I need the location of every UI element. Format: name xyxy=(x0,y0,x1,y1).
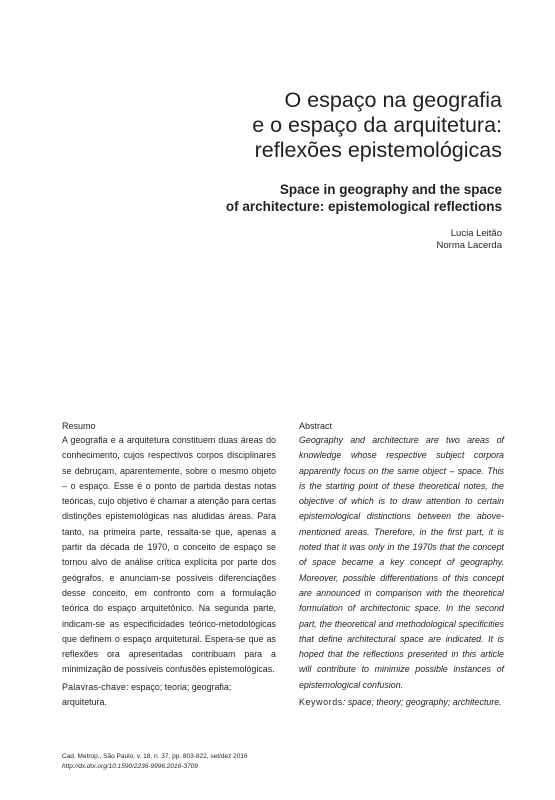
palavras-chave-values: espaço; teoria; geografia; arquitetura. xyxy=(62,681,232,707)
author-name: Norma Lacerda xyxy=(436,240,502,251)
page-footer xyxy=(62,752,248,772)
abstract-body: Geography and architecture are two areas of knowledge whose respective subject corpora apparently focus on the same object – space. This is the starting point of these theoretical notes, the objective of which is to draw attention to certain epistemological distinctions between the above-mentioned areas. Therefore, in the first part, it is noted that it was only in the 1970s that the concept of space became a key concept of geography. Moreover, possible differentiations of this concept are announced in comparison with the theoretical formulation of architectonic space. In the second part, the theoretical and methodological specificities that define architectural space are indicated. It is hoped that the reflections presented in this article will contribute to minimize possible instances of epistemological confusion. xyxy=(299,435,504,690)
title-line: e o espaço da arquitetura: xyxy=(252,113,502,137)
article-title-portuguese xyxy=(252,88,502,163)
subtitle-line: of architecture: epistemological reflections xyxy=(225,199,502,214)
palavras-chave xyxy=(62,680,276,710)
title-line: reflexões epistemológicas xyxy=(254,138,502,162)
author-name: Lucia Leitão xyxy=(450,228,502,239)
author-list xyxy=(437,228,502,252)
article-title-english xyxy=(226,181,502,215)
palavras-chave-label: Palavras-chave: xyxy=(62,681,129,692)
subtitle-line: Space in geography and the space xyxy=(279,182,502,197)
resumo-heading: Resumo xyxy=(62,421,96,431)
title-line: O espaço na geografia xyxy=(284,88,502,112)
abstract-heading: Abstract xyxy=(299,421,333,431)
keywords xyxy=(299,695,504,710)
abstract-section xyxy=(299,420,504,710)
resumo-section xyxy=(62,420,276,710)
keywords-values: : space; theory; geography; architecture. xyxy=(342,697,502,708)
resumo-body: A geografia e a arquitetura constituem duas áreas do conhecimento, cujos respectivos corpos disciplinares se debruçam, aparentemente, sobre o mesmo objeto – o espaço. Esse é o ponto de partida destas notas teóricas, cujo objetivo é chamar a atenção para certas distinções epistemológicas nas aludidas áreas. Para tanto, na primeira parte, ressalta-se que, apenas a partir da década de 1970, o conceito de espaço se tornou alvo de análise crítica explícita por parte dos geógrafos, e anunciam-se possíveis diferenciações desse conceito, em confronto com a formulação teórica do espaço arquitetônico. Na segunda parte, indicam-se as especificidades teórico-metodológicas que definem o espaço arquitetural. Espera-se que as reflexões ora apresentadas contribuam para a minimização de possíveis confusões epistemológicas. xyxy=(62,435,276,675)
doi-link[interactable]: http://dx.doi.org/10.1590/2236-9996.2016-3709 xyxy=(62,763,198,770)
keywords-label: Keywords xyxy=(299,697,343,708)
citation: Cad. Metrop., São Paulo, v. 18, n. 37, pp. 803-822, set/dez 2016 xyxy=(62,753,248,760)
